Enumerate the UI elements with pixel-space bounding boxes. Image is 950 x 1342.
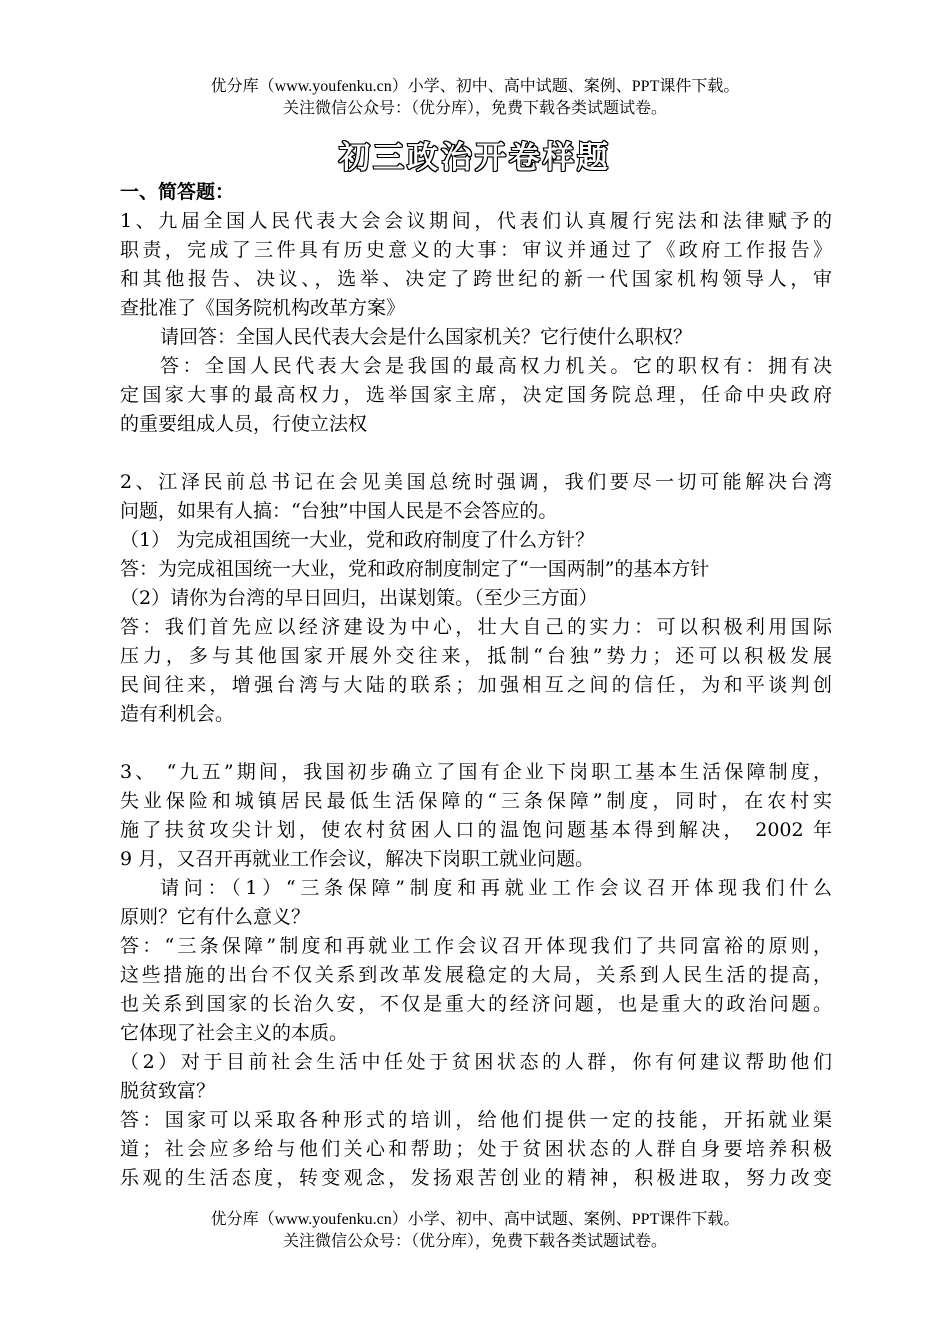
answer-line: 答：我们首先应以经济建设为中心，壮大自己的实力：可以积极利用国际: [120, 616, 832, 638]
sub-question: 请问：（1）“三条保障”制度和再就业工作会议召开体现我们什么: [160, 877, 832, 899]
sub-question: 原则？它有什么意义？: [120, 906, 311, 928]
sub-question: （2）请你为台湾的早日回归，出谋划策。（至少三方面）: [120, 587, 598, 609]
answer-line: 乐观的生活态度，转变观念，发扬艰苦创业的精神，积极进取，努力改变: [120, 1167, 832, 1189]
question-text-line: 失业保险和城镇居民最低生活保障的“三条保障”制度，同时，在农村实: [120, 790, 832, 812]
question-text-line: 查批准了《国务院机构改革方案》: [120, 297, 406, 319]
answer-line: 的重要组成人员，行使立法权: [120, 413, 368, 435]
page-footer: [0, 1209, 950, 1253]
answer-line: 答：“三条保障”制度和再就业工作会议召开体现我们了共同富裕的原则，: [120, 935, 832, 957]
question-text-line: 1、九届全国人民代表大会会议期间，代表们认真履行宪法和法律赋予的: [120, 210, 832, 232]
question-text-line: 职责，完成了三件具有历史意义的大事：审议并通过了《政府工作报告》: [120, 239, 832, 261]
answer-line: 答：全国人民代表大会是我国的最高权力机关。它的职权有：拥有决: [160, 355, 832, 377]
answer-line: 道；社会应多给与他们关心和帮助；处于贫困状态的人群自身要培养积极: [120, 1138, 832, 1160]
sub-question: （1） 为完成祖国统一大业，党和政府制度了什么方针？: [120, 529, 595, 551]
footer-line-2: 关注微信公众号：（优分库），免费下载各类试题试卷。: [282, 1233, 667, 1250]
question-text-line: 施了扶贫攻尖计划，使农村贫困人口的温饱问题基本得到解决， 2002 年: [120, 819, 832, 841]
header-line-1: 优分库（www.youfenku.cn）小学、初中、高中试题、案例、PPT课件下载。: [210, 78, 740, 95]
answer-line: 定国家大事的最高权力，选举国家主席，决定国务院总理，任命中央政府: [120, 384, 832, 406]
header-line-2: 关注微信公众号：（优分库），免费下载各类试题试卷。: [282, 100, 667, 117]
sub-question: （2）对于目前社会生活中任处于贫困状态的人群，你有何建议帮助他们: [120, 1051, 832, 1073]
question-text-line: 和其他报告、决议、，选举、决定了跨世纪的新一代国家机构领导人，审: [120, 268, 832, 290]
answer-line: 也关系到国家的长治久安，不仅是重大的经济问题，也是重大的政治问题。: [120, 993, 832, 1015]
question-text-line: 3、 “九五”期间，我国初步确立了国有企业下岗职工基本生活保障制度，: [120, 761, 832, 783]
answer-line: 造有利机会。: [120, 703, 235, 725]
question-3: [120, 758, 832, 1193]
footer-line-1: 优分库（www.youfenku.cn）小学、初中、高中试题、案例、PPT课件下载。: [210, 1211, 740, 1228]
answer-line: 压力，多与其他国家开展外交往来，抵制“台独”势力；还可以积极发展: [120, 645, 832, 667]
answer-line: 这些措施的出台不仅关系到改革发展稳定的大局，关系到人民生活的提高，: [120, 964, 832, 986]
answer-line: 答：国家可以采取各种形式的培训，给他们提供一定的技能，开拓就业渠: [120, 1109, 832, 1131]
answer-line: 答：为完成祖国统一大业，党和政府制度制定了“一国两制”的基本方针: [120, 558, 710, 580]
section-heading: 一、简答题：: [120, 181, 235, 203]
question-text-line: 问题，如果有人搞：“台独”中国人民是不会答应的。: [120, 500, 558, 522]
question-1: [120, 207, 832, 439]
sub-question: 脱贫致富？: [120, 1080, 216, 1102]
question-text-line: 2、江泽民前总书记在会见美国总统时强调，我们要尽一切可能解决台湾: [120, 471, 832, 493]
page-header: [0, 76, 950, 120]
answer-line: 它体现了社会主义的本质。: [120, 1022, 349, 1044]
page-title: 初三政治开卷样题: [339, 140, 611, 176]
question-2: [120, 468, 832, 729]
question-text-line: 9 月，又召开再就业工作会议，解决下岗职工就业问题。: [120, 848, 595, 870]
answer-line: 民间往来，增强台湾与大陆的联系；加强相互之间的信任，为和平谈判创: [120, 674, 832, 696]
document-body: [120, 178, 832, 1193]
sub-question: 请回答：全国人民代表大会是什么国家机关？它行使什么职权？: [160, 326, 693, 348]
